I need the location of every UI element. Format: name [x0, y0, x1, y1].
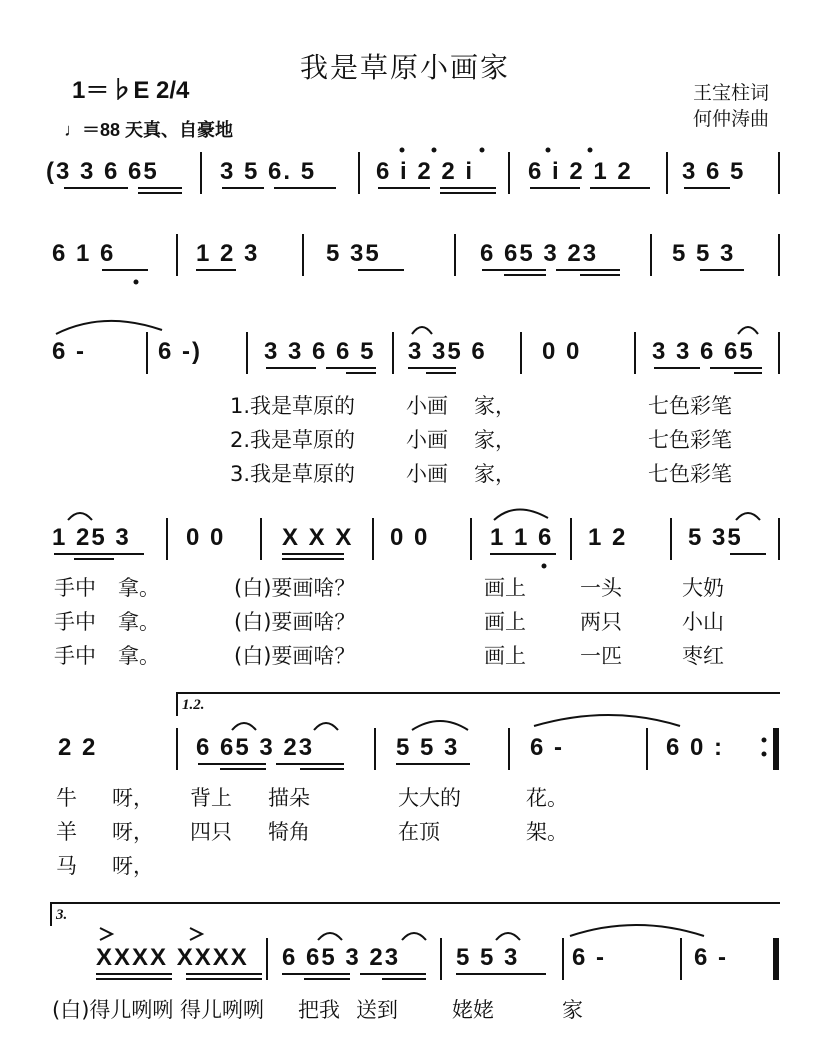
lyric: 花。 [526, 786, 568, 810]
lyric: 家， [474, 394, 516, 418]
measure: 0 0 [390, 524, 430, 551]
measure: 6 65 3 23 [480, 240, 599, 267]
lyric: 画上 [484, 644, 526, 668]
measure: 0 0 [542, 338, 582, 365]
lyric: 羊 [56, 820, 77, 844]
measure: 6 - [52, 338, 87, 365]
lyric: 送到 [356, 998, 398, 1022]
lyric: 小山 [682, 610, 724, 634]
lyric: 呀， [112, 786, 154, 810]
lyric: 2.我是草原的 [230, 428, 356, 452]
measure: 6 - [572, 944, 607, 971]
lyric: 大奶 [682, 576, 724, 600]
measure: 6 0 : [666, 734, 725, 761]
lyric-verse-1c [0, 782, 831, 816]
lyric: 犄角 [268, 820, 310, 844]
lyric: 3.我是草原的 [230, 462, 356, 486]
lyric: 姥姥 [452, 998, 494, 1022]
lyric: (白)要画啥？ [234, 610, 356, 634]
tempo-marking: ♩＝88 天真、自豪地 [64, 120, 234, 140]
lyric: 牛 [56, 786, 77, 810]
measure: 5 5 3 [396, 734, 460, 761]
lyric: 呀， [112, 820, 154, 844]
measure: 6 - [694, 944, 729, 971]
measure: 6 - [530, 734, 565, 761]
measure: 6 1 6 [52, 240, 116, 267]
measure: 1 2 3 [196, 240, 260, 267]
measure: 3 5 6. 5 [220, 158, 317, 185]
staff-row-1 [0, 158, 831, 218]
lyric: 在顶 [398, 820, 440, 844]
lyric-verse-3 [0, 458, 831, 492]
lyric: 一头 [580, 576, 622, 600]
lyric: 四只 [190, 820, 232, 844]
measure: 6 -) [158, 338, 202, 365]
lyric: 七色彩笔 [648, 462, 732, 486]
key-signature: 1＝♭E 2/4 [72, 77, 190, 104]
measure: (3 3 6 65 [46, 158, 159, 185]
song-title: 我是草原小画家 [300, 51, 511, 84]
lyric: 手中 [54, 576, 96, 600]
measure: 1 1 6 [490, 524, 554, 551]
lyric: (白)要画啥？ [234, 644, 356, 668]
lyric: 枣红 [682, 644, 724, 668]
lyric: 画上 [484, 610, 526, 634]
lyric: 背上 [190, 786, 232, 810]
lyric: 描朵 [268, 786, 310, 810]
measure: 3 6 5 [682, 158, 746, 185]
measure: 5 35 [688, 524, 743, 551]
measure: 5 35 [326, 240, 381, 267]
lyric: 手中 [54, 644, 96, 668]
lyric-verse-2c [0, 816, 831, 850]
lyric: 家 [562, 998, 583, 1022]
lyric: 1.我是草原的 [230, 394, 356, 418]
measure: 3 3 6 6 5 [264, 338, 376, 365]
measure: 2 2 [58, 734, 98, 761]
measure: 5 5 3 [672, 240, 736, 267]
lyric: 手中 [54, 610, 96, 634]
lyric: 家， [474, 462, 516, 486]
measure: 0 0 [186, 524, 226, 551]
lyric-verse-1 [0, 390, 831, 424]
measure: X X X [282, 524, 354, 551]
lyric: 画上 [484, 576, 526, 600]
measure: XXXX XXXX [96, 944, 249, 971]
measure: 6 i 2 2 i [376, 158, 475, 185]
lyric-verse-1b [0, 572, 831, 606]
staff-row-2 [0, 240, 831, 300]
lyric: 家， [474, 428, 516, 452]
volta-label-1: 1.2. [182, 697, 205, 713]
measure: 6 65 3 23 [196, 734, 315, 761]
volta-label-2: 3. [56, 907, 68, 923]
lyric: 大大的 [398, 786, 461, 810]
lyric: 架。 [526, 820, 568, 844]
lyric: 拿。 [118, 576, 160, 600]
lyric: 把我 [298, 998, 340, 1022]
lyric: 小画 [406, 428, 448, 452]
lyric-verse-3d [0, 994, 831, 1045]
lyric: 呀， [112, 854, 154, 878]
lyric: 小画 [406, 394, 448, 418]
lyric: 七色彩笔 [648, 394, 732, 418]
lyric: 两只 [580, 610, 622, 634]
lyric-verse-3b [0, 640, 831, 674]
volta-bracket-1 [176, 692, 780, 716]
volta-bracket-2 [50, 902, 780, 926]
lyric-verse-2 [0, 424, 831, 458]
lyricist-credit: 王宝柱词 [692, 82, 769, 104]
lyric: 一匹 [580, 644, 622, 668]
lyric-verse-3c [0, 850, 831, 884]
measure: 3 3 6 65 [652, 338, 755, 365]
measure: 6 i 2 1 2 [528, 158, 633, 185]
measure: 6 65 3 23 [282, 944, 401, 971]
staff-row-3 [0, 338, 831, 398]
lyric: 小画 [406, 462, 448, 486]
lyric-verse-2b [0, 606, 831, 640]
measure: 1 25 3 [52, 524, 131, 551]
lyric: (白)要画啥？ [234, 576, 356, 600]
measure: 1 2 [588, 524, 628, 551]
measure: 3 35 6 [408, 338, 487, 365]
lyric: 拿。 [118, 644, 160, 668]
lyric: 马 [56, 854, 77, 878]
lyric: 拿。 [118, 610, 160, 634]
lyric: 七色彩笔 [648, 428, 732, 452]
measure: 5 5 3 [456, 944, 520, 971]
lyric: (白)得儿咧咧 得儿咧咧 [52, 998, 265, 1022]
composer-credit: 何仲涛曲 [692, 108, 769, 130]
